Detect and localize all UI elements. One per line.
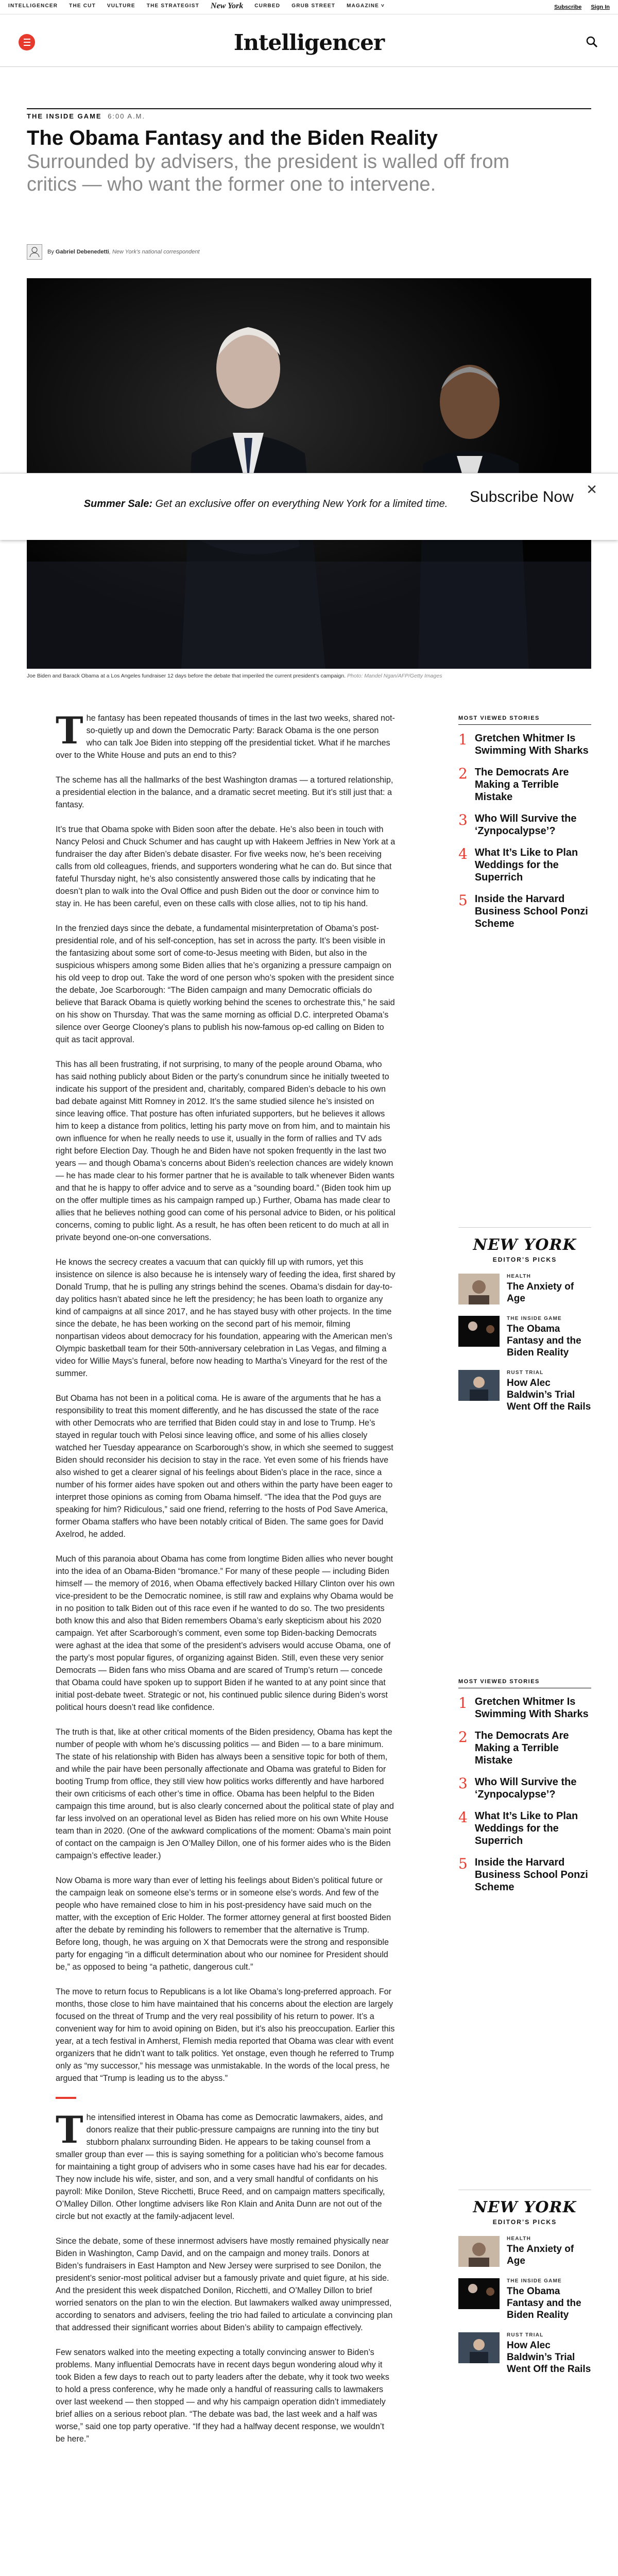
most-viewed-module bbox=[458, 1679, 591, 1903]
most-viewed-list bbox=[458, 1696, 591, 1893]
dropcap: T bbox=[56, 708, 83, 752]
photo-credit: Photo: Mandel Ngan/AFP/Getty Images bbox=[346, 673, 442, 679]
editors-picks-heading: EDITOR’S PICKS bbox=[492, 1256, 557, 1263]
pick-thumbnail bbox=[458, 2332, 500, 2363]
sign-in-link[interactable]: Sign In bbox=[591, 4, 610, 10]
paragraph-3: It’s true that Obama spoke with Biden soon after the debate. He’s also been in touch with Nancy Pelosi and Chuck Schumer and has caught up with Hakeem Jeffries in New York at a fundraiser the day after Biden’s debate disaster. For five weeks now, he’s been receiving calls from old colleagues, friends, and supporters wondering what he can do. But since that fateful Thursday night, he’s also consistently answered those calls by indicating that he doesn’t plan to walk into the Oval Office and push Biden out the door or convince him to stay in. He has been careful, even on these calls with close allies, not to tip his hand. bbox=[56, 825, 396, 908]
most-viewed-item[interactable]: 3 Who Will Survive the ‘Zynpocalypse’? bbox=[458, 811, 577, 837]
most-viewed-item[interactable]: 1 Gretchen Whitmer Is Swimming With Sharks bbox=[458, 731, 589, 756]
photo-caption: Joe Biden and Barack Obama at a Los Angeles fundraiser 12 days before the debate that imperiled the current president’s campaign. Photo: Mandel Ngan/AFP/Getty Images bbox=[27, 673, 442, 679]
byline-text: By Gabriel Debenedetti, New York’s national correspondent bbox=[47, 249, 200, 255]
article-dek: Surrounded by advisers, the president is walled off from critics — who want the former one to intervene. bbox=[27, 151, 510, 195]
promo-message: Summer Sale: Get an exclusive offer on everything New York for a limited time. bbox=[83, 498, 448, 510]
site-logo[interactable]: Intelligencer bbox=[233, 30, 385, 55]
author-title: , New York’s national correspondent bbox=[109, 249, 200, 255]
most-viewed-item[interactable]: 3 Who Will Survive the ‘Zynpocalypse’? bbox=[458, 1775, 577, 1800]
pick-thumbnail bbox=[458, 1316, 500, 1347]
network-link-grub-street[interactable]: GRUB STREET bbox=[291, 3, 336, 9]
promo-banner bbox=[0, 473, 618, 540]
most-viewed-item[interactable]: 2 The Democrats Are Making a Terrible Mistake bbox=[458, 1728, 569, 1766]
paragraph-1: The fantasy has been repeated thousands of times in the last two weeks, shared not-so-quietly up and down the Democratic Party: Barack Obama is the one person who can talk Joe Biden into stepping off the presidential ticket. What if he marches over to the White House and puts an end to this? bbox=[56, 708, 395, 760]
pick-thumbnail bbox=[458, 1370, 500, 1401]
network-link-magazine[interactable]: MAGAZINE ˅ bbox=[347, 3, 385, 9]
promo-subscribe-button[interactable]: Subscribe Now bbox=[470, 488, 574, 505]
rubric bbox=[27, 112, 145, 120]
editors-pick-item[interactable]: THE INSIDE GAME The Obama Fantasy and the Biden Reality bbox=[458, 1316, 591, 1359]
editors-picks-heading: EDITOR’S PICKS bbox=[492, 2218, 557, 2226]
masthead bbox=[0, 14, 618, 67]
most-viewed-item[interactable]: 4 What It’s Like to Plan Weddings for the Superrich bbox=[458, 1809, 578, 1846]
editors-pick-item[interactable]: RUST TRIAL How Alec Baldwin’s Trial Went Off the Rails bbox=[458, 2332, 591, 2375]
editors-pick-item[interactable]: HEALTH The Anxiety of Age bbox=[458, 1274, 591, 1304]
network-link-the-cut[interactable]: THE CUT bbox=[69, 3, 96, 9]
paragraph-2: The scheme has all the hallmarks of the best Washington dramas — a tortured relationship, a presidential election in the balance, and a dramatic secret meeting. But it’s still just that: a fantasy. bbox=[56, 775, 393, 809]
most-viewed-item[interactable]: 5 Inside the Harvard Business School Ponzi Scheme bbox=[458, 892, 588, 929]
paragraph-5: This has all been frustrating, if not surprising, to many of the people around Obama, who has said nothing publicly about Biden or the party’s conundrum since he initially tweeted to indicate his support of the president and, charitably, compared Biden’s debacle to his own bad debate against Mitt Romney in 2012. It’s the same studied silence he’s insisted on since leaving office. That posture has often infuriated supporters, but he believes it allows him to keep a distance from politics, letting his party move on from him, and to maintain his own influence for when he really needs to use it, usually in the form of rallies and TV ads right before Election Day. Though he and Biden have not spoken frequently in the last two years — and though Obama’s concerns about Biden’s reelection chances are widely known — he has made clear to his former partner that he is available to talk whenever Biden wants and that he is happy to offer advice and to serve as a “sounding board.” (Biden took him up on the offer multiple times as his campaign ramped up.) Further, Obama has made clear to allies that he believes nothing good can come of his personal advice to Biden, or his political concerns, coming to public light. As a result, he has often been reticent to do much at all in private beyond one-on-one conversations. bbox=[56, 1060, 396, 1242]
network-link-intelligencer[interactable]: INTELLIGENCER bbox=[8, 3, 58, 9]
most-viewed-module bbox=[458, 715, 591, 939]
author-portrait-icon bbox=[29, 246, 40, 258]
editors-pick-item[interactable]: THE INSIDE GAME The Obama Fantasy and the Biden Reality bbox=[458, 2278, 591, 2321]
network-links bbox=[8, 3, 385, 11]
header-rule bbox=[27, 108, 591, 109]
most-viewed-heading: MOST VIEWED STORIES bbox=[458, 1679, 591, 1688]
new-york-logo: NEW YORK bbox=[473, 2198, 577, 2216]
most-viewed-item[interactable]: 5 Inside the Harvard Business School Ponzi Scheme bbox=[458, 1855, 588, 1893]
most-viewed-list bbox=[458, 732, 591, 930]
paragraph-11: The move to return focus to Republicans is a lot like Obama’s long-preferred approach. For months, those close to him have maintained that his concerns about the election are largely focused on the threat of Trump and the very real possibility of his return to power. It’s a convenient way for him to avoid opining on Biden, but it’s also his preoccupation. Earlier this year, at a tech festival in Amherst, Flemish media reported that Obama was clear with event organizers that he didn’t want to talk politics. Yet onstage, even though he referred to Trump only as “my successor,” his message was unmistakable. In the words of the local press, he argued that “Trump is leading us to the abyss.” bbox=[56, 1987, 395, 2083]
pick-thumbnail bbox=[458, 2236, 500, 2267]
byline bbox=[27, 244, 200, 260]
rubric-label[interactable]: THE INSIDE GAME bbox=[27, 112, 102, 120]
network-link-curbed[interactable]: CURBED bbox=[254, 3, 281, 9]
paragraph-8: Much of this paranoia about Obama has come from longtime Biden allies who never bought into the idea of an Obama-Biden “bromance.” For many of these people — including Biden himself — the memory of 2016, when Obama effectively backed Hillary Clinton over his own vice-president to be the Democratic nominee, is still raw and explains why Obama would be in no position to talk Biden out of this race even if he wanted to do so. The two presidents both know this and also that Biden remembers Obama’s early skepticism about his 2020 campaign. Yet after Scarborough’s comment, even some top Biden-backing Democrats were aghast at the idea that some of the president’s advisers would accuse Obama, one of the party’s most popular figures, of organizing against Biden. Still, even these very senior Democrats — Biden fans who miss Obama and are scared of Trump’s return — concede that Obama could have spoken up to support Biden if he wanted to at any point since that initial post-debate tweet. Strategic or not, his continued public silence during Biden’s worst political hours doesn’t read like confidence. bbox=[56, 1554, 395, 1712]
close-icon[interactable]: ✕ bbox=[586, 482, 597, 497]
paragraph-7: But Obama has not been in a political coma. He is aware of the arguments that he has a responsibility to treat this moment differently, and he has discussed the state of the race with other Democrats who are terrified that Biden could stay in and lose to Trump. He’s stayed in regular touch with Pelosi since leaving office, and some of his allies closely watched her Tuesday appearance on Scarborough’s show, in which she seemed to suggest Biden should reconsider his decision to stay in the race. Yet even some of his friends have also wished to get a clearer signal of his feelings about Biden’s place in the race, since a number of his former aides have spoken out and others within the party have been eager to interpret those opinions as coming from Obama himself. “The idea that the Pod guys are speaking for him? Ridiculous,” said one friend, referring to the hosts of Pod Save America, former Obama staffers who have been notably critical of Biden. The same goes for David Axelrod, he added. bbox=[56, 1394, 393, 1539]
paragraph-13: Since the debate, some of these innermost advisers have mostly remained physically near Biden in Washington, Camp David, and on the campaign and money trails. Donors at Biden’s fundraisers in East Hampton and New Jersey were surprised to see Donilon, the president’s senior-most political adviser but a famously private and quiet figure, at his side. And the president this week dispatched Donilon, Ricchetti, and O’Malley Dillon to brief worried senators on the plan to win the election. But lawmakers walked away unimpressed, according to senators and advisers, feeling the trio had failed to articulate a convincing plan that addressed their significant worries about Biden’s ability to campaign effectively. bbox=[56, 2236, 393, 2332]
most-viewed-item[interactable]: 4 What It’s Like to Plan Weddings for the Superrich bbox=[458, 845, 578, 883]
paragraph-6: He knows the secrecy creates a vacuum that can quickly fill up with rumors, yet this insistence on silence is also because he is intensely wary of feeding the idea, first shared by Donald Trump, that he is pulling any strings behind the scenes. Obama’s disdain for day-to-day politics hasn’t abated since he left the presidency; he has been loath to organize any kind of campaigns at all since 2017, and he has stayed busy with other projects. In the time since the debate, he has been working on the second part of his memoir, filming nonpartisan videos about democracy for his foundation, appearing with the American men’s Olympic basketball team for their 50th-anniversary celebration in Las Vegas, and filming a video for Willie Mays’s funeral, before now heading to Martha’s Vineyard for the rest of the summer. bbox=[56, 1258, 396, 1378]
network-bar bbox=[0, 0, 618, 14]
article-body bbox=[56, 708, 396, 2458]
paragraph-9: The truth is that, like at other critical moments of the Biden presidency, Obama has kept the number of people with whom he’s discussing politics — and Biden — to a bare minimum. The state of his relationship with Biden has always been a sensitive topic for both of them, and while the pair have been personally affectionate and Obama was grateful to Biden for booting Trump from office, they still view how politics works differently and have harbored their own criticisms of each other’s time in office. Obama has been helpful to the Biden campaign this time around, but is also clearly concerned about the political state of play and far less involved on an operational level as Biden has relied more on his own White House team than in 2020. (One of the awkward complications of the moment: Obama’s main point of contact on the campaign is Jen O’Malley Dillon, one of his former aides who is the Biden campaign’s effective leader.) bbox=[56, 1727, 394, 1860]
dropcap: T bbox=[56, 2108, 83, 2151]
new-york-logo: NEW YORK bbox=[473, 1236, 577, 1254]
paragraph-4: In the frenzied days since the debate, a fundamental misinterpretation of Obama’s post-presidential role, and of his self-conception, has set in across the party. It’s been visible in the fantasizing about some sort of come-to-Jesus meeting with Biden, but also in the suspicious whispers among some Biden allies that he’s organizing a pressure campaign on his old veep to drop out. Take the word of one person who’s spoken with the president since the debate, Joe Scarborough: “The Biden campaign and many Democratic officials do believe that Barack Obama is quietly working behind the scenes to orchestrate this,” he said on his show on Thursday. That was the same morning as official D.C. interpreted Obama’s silence over George Clooney’s plans to publish his now-famous op-ed calling on Biden to quit as tacit approval. bbox=[56, 924, 395, 1044]
author-name[interactable]: Gabriel Debenedetti bbox=[55, 249, 109, 255]
most-viewed-item[interactable]: 2 The Democrats Are Making a Terrible Mistake bbox=[458, 765, 569, 803]
network-link-new-york[interactable]: New York bbox=[210, 2, 244, 10]
editors-picks-module bbox=[458, 1227, 591, 1424]
pick-thumbnail bbox=[458, 2278, 500, 2309]
section-break bbox=[56, 2097, 76, 2099]
author-avatar bbox=[27, 244, 42, 260]
most-viewed-item[interactable]: 1 Gretchen Whitmer Is Swimming With Sharks bbox=[458, 1694, 589, 1720]
network-link-strategist[interactable]: THE STRATEGIST bbox=[146, 3, 199, 9]
paragraph-10: Now Obama is more wary than ever of letting his feelings about Biden’s political future or the campaign leak on someone else’s terms or in someone else’s words. And few of the people who have remained close to him in his post-presidency have said much on the matter, with the exception of Eric Holder. The former attorney general at first boosted Biden after the debate by reminding his followers to remember that the alternative is Trump. Before long, though, he was arguing on X that Democrats were the strong and responsible party for engaging “in a difficult determination about who our nominee for President should be,” as opposed to being “a pathetic, dangerous cult.” bbox=[56, 1876, 391, 1972]
editors-picks-module bbox=[458, 2190, 591, 2386]
editors-pick-item[interactable]: RUST TRIAL How Alec Baldwin’s Trial Went Off the Rails bbox=[458, 1370, 591, 1413]
network-link-vulture[interactable]: VULTURE bbox=[107, 3, 135, 9]
page-title: The Obama Fantasy and the Biden Reality bbox=[27, 127, 438, 149]
pick-thumbnail bbox=[458, 1274, 500, 1304]
editors-pick-item[interactable]: HEALTH The Anxiety of Age bbox=[458, 2236, 591, 2267]
publish-time: 6:00 A.M. bbox=[108, 112, 146, 120]
search-icon[interactable] bbox=[585, 35, 598, 48]
account-links bbox=[554, 4, 610, 10]
most-viewed-heading: MOST VIEWED STORIES bbox=[458, 715, 591, 725]
subscribe-link[interactable]: Subscribe bbox=[554, 4, 582, 10]
paragraph-14: Few senators walked into the meeting expecting a totally convincing answer to Biden’s problems. Many influential Democrats have in recent days begun wondering aloud why it took Biden a few days to reach out to party leaders after the debate, why it took two weeks to hold a press conference, why he made only a handful of reassuring calls to lawmakers over last weekend — then stopped — and why his campaign operation didn’t immediately brief allies on a serious reboot plan. “The debate was bad, the last week and a half was worse,” said one top party operative. “If they had a halfway decent response, we wouldn’t be here.” bbox=[56, 2348, 389, 2444]
paragraph-12: The intensified interest in Obama has come as Democratic lawmakers, aides, and donors realize that their public-pressure campaigns are running into the tiny but stubborn phalanx surrounding Biden. He appears to be taking counsel from a smaller group than ever — this is saying something for a politician who’s become famous for maintaining a tight group of advisers who in some cases have had his ear for decades. They now include his wife, sister, and son, and a very small handful of confidants on his payroll: Mike Donilon, Steve Ricchetti, Bruce Reed, and on campaign matters specifically, O’Malley Dillon. Other longtime advisers like Ron Klain and Anita Dunn are not out of the circle but not exactly at the family-adjacent level. bbox=[56, 2108, 387, 2221]
